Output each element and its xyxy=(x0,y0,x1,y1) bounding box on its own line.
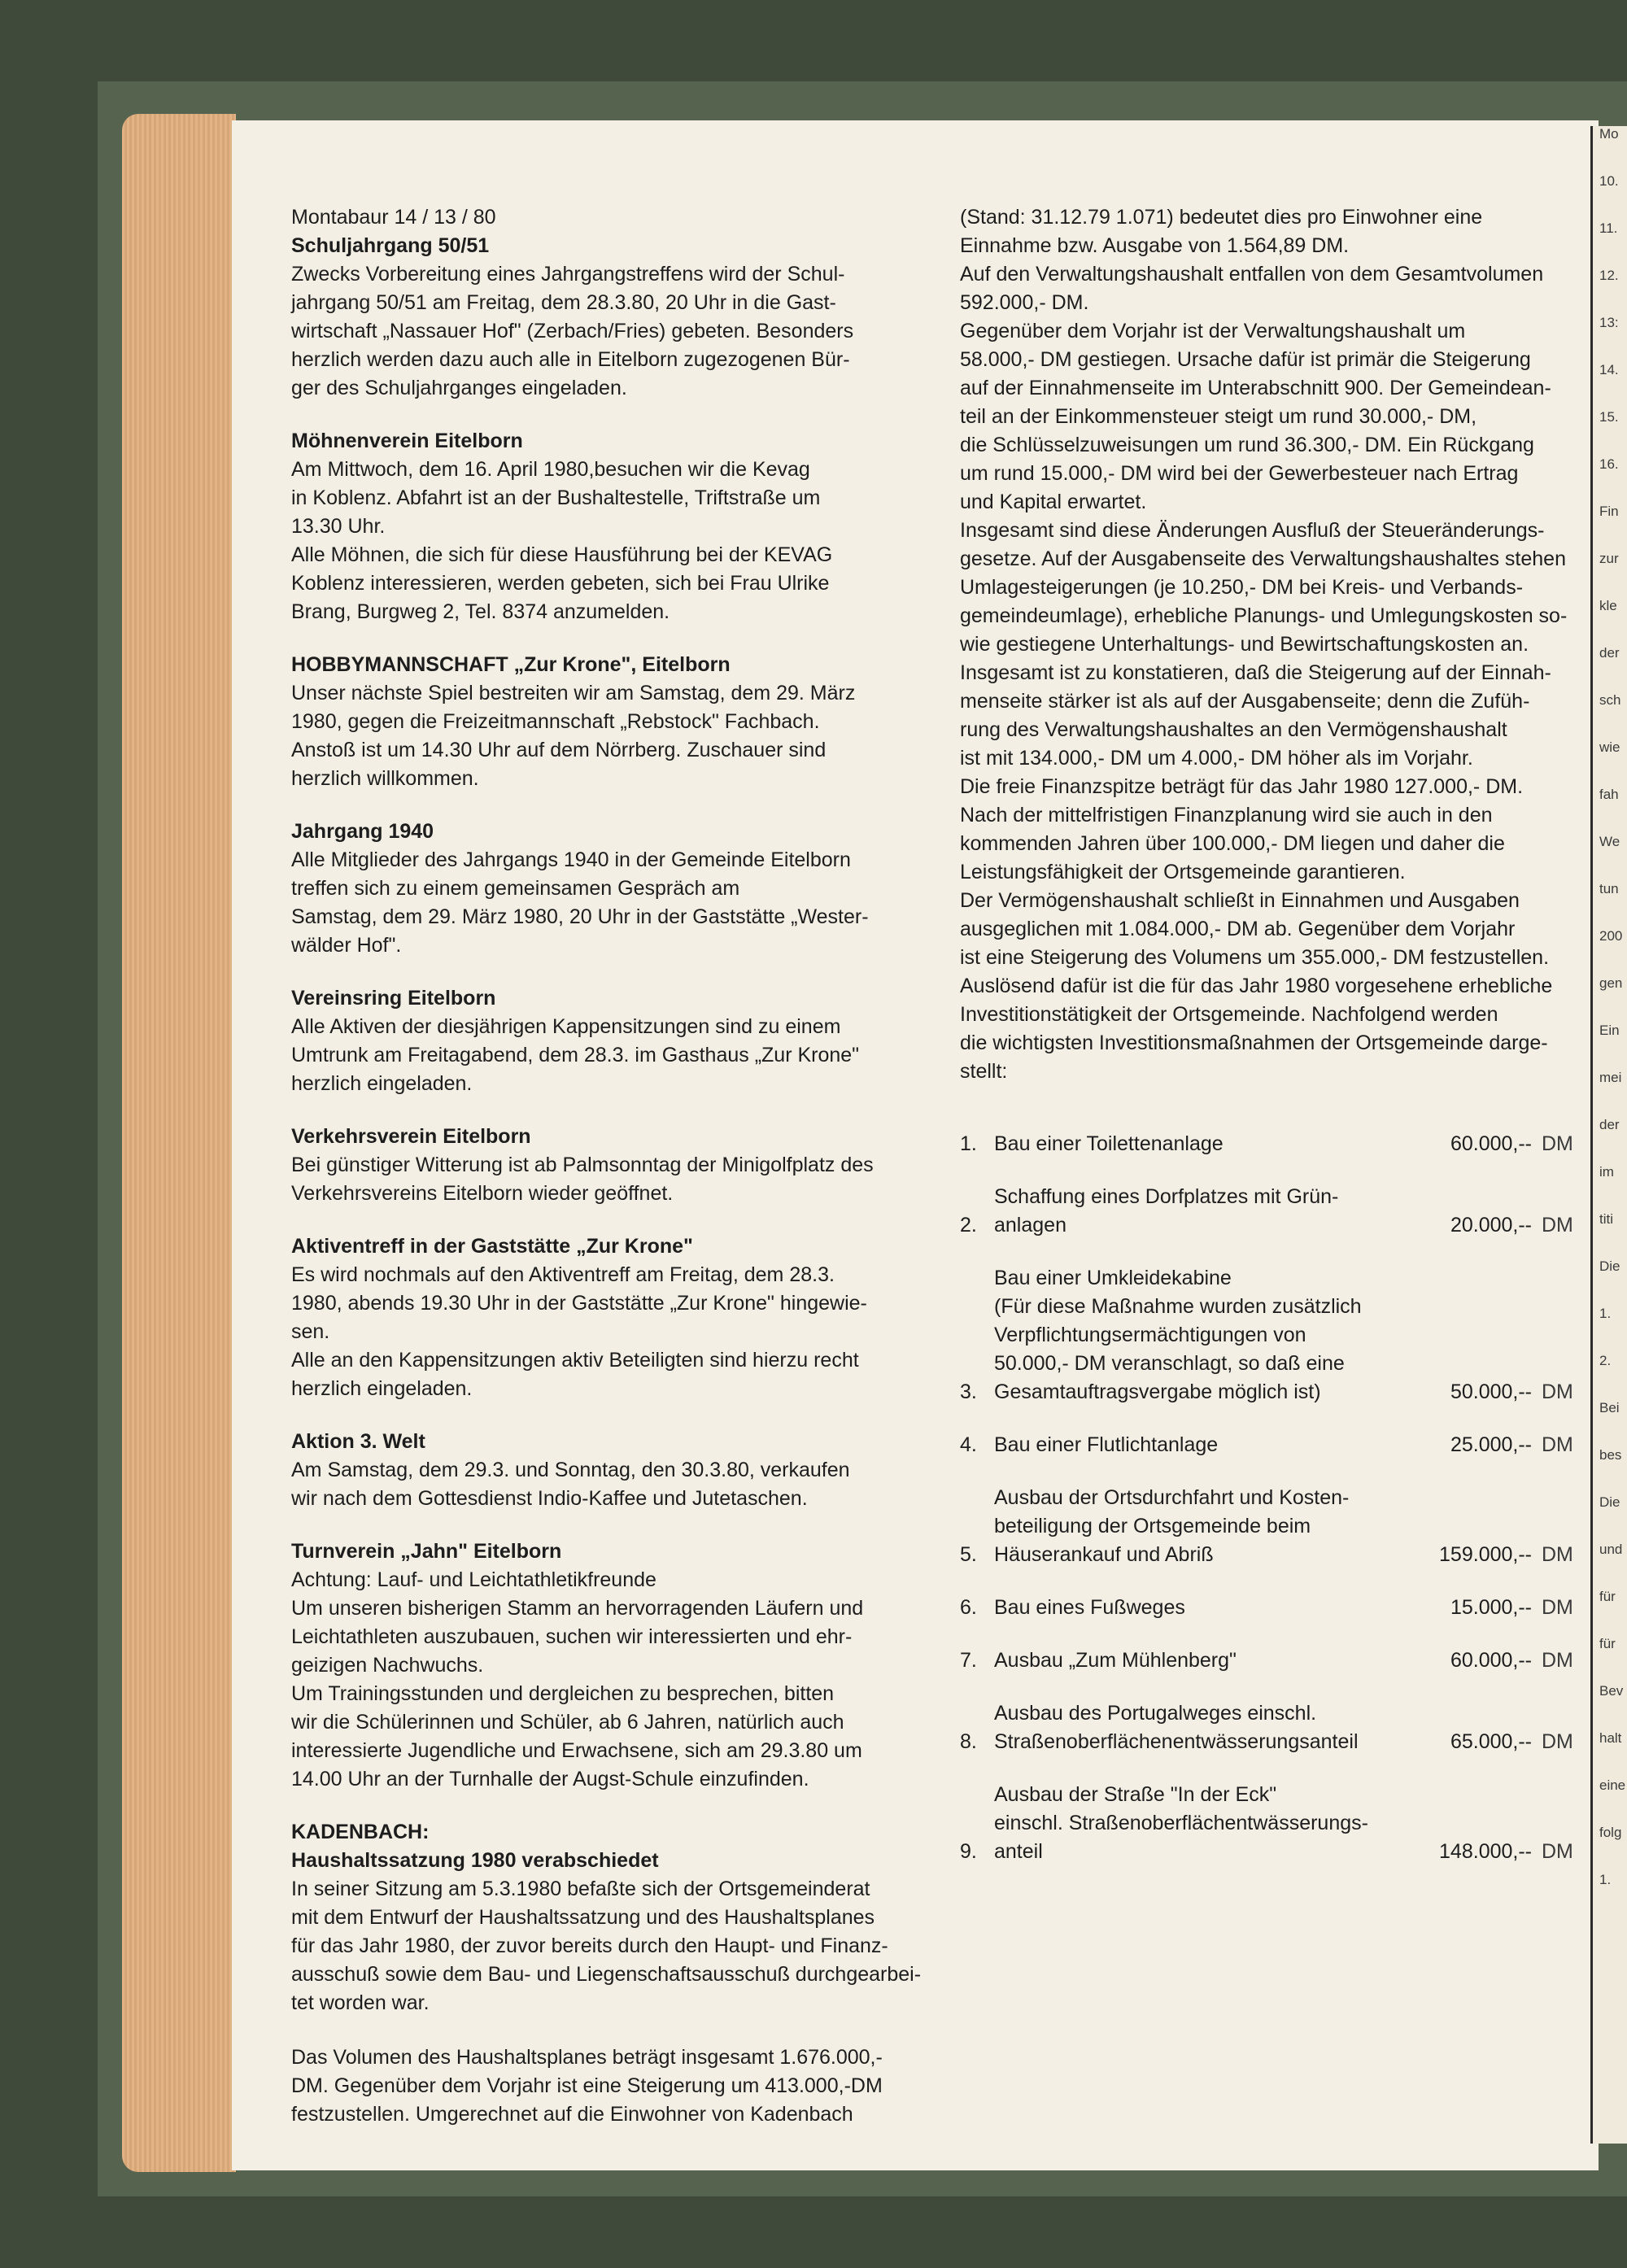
next-page-fragment: Die xyxy=(1599,1494,1620,1510)
page-header: Montabaur 14 / 13 / 80 xyxy=(291,206,496,229)
investment-item xyxy=(960,1484,1590,1569)
article-section xyxy=(291,1537,958,1794)
article-section xyxy=(291,1428,958,1513)
budget-paragraph: Insgesamt sind diese Änderungen Ausfluß der Steueränderungs- gesetze. Auf der Ausgabenseite des Verwaltungshaushaltes stehen Umlagesteigerungen (je 10.250,- DM bei Kreis- und Verbands- gemeindeumlage), erhebliche Planungs- und Umlegungskosten so- wie gestiegene Unterhaltungs- und Bewirtschaftungskosten an. Insgesamt ist zu konstatieren, daß die Steigerung auf der Einnah- menseite stärker ist als auf der Ausgabenseite; denn die Zufüh- rung des Verwaltungshaushaltes an den Vermögenshaushalt ist mit 134.000,- DM um 4.000,- DM höher als im Vorjahr. xyxy=(960,519,1568,770)
item-description: Ausbau des Portugalweges einschl. Straßenoberflächenentwässerungsanteil xyxy=(994,1702,1359,1753)
next-page-fragment: 10. xyxy=(1599,173,1619,189)
investment-item xyxy=(960,1699,1590,1756)
item-currency: DM xyxy=(1542,1132,1573,1155)
next-page-fragment: 2. xyxy=(1599,1353,1612,1368)
item-amount: 60.000,-- xyxy=(1450,1649,1532,1672)
next-page-fragment: 1. xyxy=(1599,1306,1612,1321)
investment-item xyxy=(960,1431,1590,1459)
section-body: Alle Mitglieder des Jahrgangs 1940 in der Gemeinde Eitelborn treffen sich zu einem gemeinsamen Gespräch am Samstag, dem 29. März 1980, 20 Uhr in der Gaststätte „Wester- wälder Hof". xyxy=(291,848,869,957)
page-edges xyxy=(122,114,236,2172)
section-title: Aktiventreff in der Gaststätte „Zur Krone" xyxy=(291,1235,693,1258)
next-page-fragment: 14. xyxy=(1599,362,1619,377)
item-amount: 60.000,-- xyxy=(1450,1132,1532,1155)
section-body: Am Mittwoch, dem 16. April 1980,besuchen wir die Kevag in Koblenz. Abfahrt ist an der Bushaltestelle, Triftstraße um 13.30 Uhr. Alle Möhnen, die sich für diese Hausführung bei der KEVAG Koblenz interessieren, werden gebeten, sich bei Frau Ulrike Brang, Burgweg 2, Tel. 8374 anzumelden. xyxy=(291,458,833,623)
next-page-fragment: We xyxy=(1599,834,1620,849)
section-title: Jahrgang 1940 xyxy=(291,820,434,843)
item-number: 5. xyxy=(960,1543,977,1566)
investment-item xyxy=(960,1264,1590,1407)
investment-item xyxy=(960,1646,1590,1675)
investment-item xyxy=(960,1781,1590,1866)
next-page-fragment: 200 xyxy=(1599,928,1623,944)
next-page-fragment: 16. xyxy=(1599,456,1619,472)
next-page-fragment: 1. xyxy=(1599,1872,1612,1887)
item-amount: 50.000,-- xyxy=(1450,1380,1532,1403)
next-page-fragment: und xyxy=(1599,1542,1623,1557)
section-title: Schuljahrgang 50/51 xyxy=(291,234,490,257)
item-amount: 65.000,-- xyxy=(1450,1730,1532,1753)
section-body: Es wird nochmals auf den Aktiventreff am Freitag, dem 28.3. 1980, abends 19.30 Uhr in der Gaststätte „Zur Krone" hingewie- sen. Alle an den Kappensitzungen aktiv Beteiligten sind hierzu recht herzlich eingeladen. xyxy=(291,1263,867,1400)
section-title: Vereinsring Eitelborn xyxy=(291,987,496,1010)
article-section xyxy=(291,1123,958,1208)
item-number: 9. xyxy=(960,1840,977,1863)
article-section xyxy=(291,232,958,403)
next-page-fragment: Bei xyxy=(1599,1400,1620,1415)
left-column xyxy=(291,203,958,2153)
next-page-fragment: für xyxy=(1599,1589,1616,1604)
budget-paragraph: (Stand: 31.12.79 1.071) bedeutet dies pro Einwohner eine Einnahme bzw. Ausgabe von 1.564,89 DM. xyxy=(960,206,1483,257)
item-description: Ausbau „Zum Mühlenberg" xyxy=(994,1649,1237,1672)
item-number: 4. xyxy=(960,1433,977,1456)
section-body: Bei günstiger Witterung ist ab Palmsonntag der Minigolfplatz des Verkehrsvereins Eitelborn wieder geöffnet. xyxy=(291,1154,874,1205)
item-number: 3. xyxy=(960,1380,977,1403)
next-page-fragment: Mo xyxy=(1599,126,1619,142)
next-page-fragment: sch xyxy=(1599,692,1621,708)
item-number: 1. xyxy=(960,1132,977,1155)
item-description: Bau einer Flutlichtanlage xyxy=(994,1433,1219,1456)
item-description: Ausbau der Ortsdurchfahrt und Kosten- beteiligung der Ortsgemeinde beim Häuserankauf und Abriß xyxy=(994,1486,1350,1566)
section-title: Turnverein „Jahn" Eitelborn xyxy=(291,1540,562,1563)
section-title: Verkehrsverein Eitelborn xyxy=(291,1125,531,1148)
next-page-edge xyxy=(1590,126,1627,2144)
item-amount: 25.000,-- xyxy=(1450,1433,1532,1456)
section-body: Alle Aktiven der diesjährigen Kappensitzungen sind zu einem Umtrunk am Freitagabend, dem 28.3. im Gasthaus „Zur Krone" herzlich eingeladen. xyxy=(291,1015,860,1095)
section-body: Achtung: Lauf- und Leichtathletikfreunde Um unseren bisherigen Stamm an hervorragenden Läufern und Leichtathleten auszubauen, suchen wir interessierten und ehr- geizigen Nachwuchs. Um Trainingsstunden und dergleichen zu besprechen, bitten wir die Schülerinnen und Schüler, ab 6 Jahren, natürlich auch interessierte Jugendliche und Erwachsene, sich am 29.3.80 um 14.00 Uhr an der Turnhalle der Augst-Schule einzufinden. xyxy=(291,1568,864,1790)
section-body: Zwecks Vorbereitung eines Jahrgangstreffens wird der Schul- jahrgang 50/51 am Freitag, dem 28.3.80, 20 Uhr in die Gast- wirtschaft „Nassauer Hof" (Zerbach/Fries) gebeten. Besonders herzlich werden dazu auch alle in Eitelborn zugezogenen Bür- ger des Schuljahrganges eingeladen. xyxy=(291,263,854,399)
item-description: Schaffung eines Dorfplatzes mit Grün- anlagen xyxy=(994,1185,1339,1236)
article-section xyxy=(291,1232,958,1403)
next-page-fragment: Bev xyxy=(1599,1683,1624,1699)
budget-paragraph: Der Vermögenshaushalt schließt in Einnahmen und Ausgaben ausgeglichen mit 1.084.000,- DM ab. Gegenüber dem Vorjahr ist eine Steigerung des Volumens um 355.000,- DM festzustellen. Auslösend dafür ist die für das Jahr 1980 vorgesehene erhebliche Investitionstätigkeit der Ortsgemeinde. Nachfolgend werden die wichtigsten Investitionsmaßnahmen der Ortsgemeinde darge- stellt: xyxy=(960,889,1553,1083)
next-page-fragment: kle xyxy=(1599,598,1617,613)
next-page-fragment: für xyxy=(1599,1636,1616,1651)
next-page-fragment: halt xyxy=(1599,1730,1622,1746)
item-currency: DM xyxy=(1542,1380,1573,1403)
article-section xyxy=(291,651,958,793)
kadenbach-heading: KADENBACH: xyxy=(291,1821,430,1843)
next-page-fragment: gen xyxy=(1599,975,1623,991)
next-page-fragment: 15. xyxy=(1599,409,1619,425)
item-amount: 159.000,-- xyxy=(1439,1543,1532,1566)
item-amount: 148.000,-- xyxy=(1439,1840,1532,1863)
article-section xyxy=(291,427,958,626)
item-description: Bau eines Fußweges xyxy=(994,1596,1185,1619)
item-number: 2. xyxy=(960,1214,977,1236)
item-currency: DM xyxy=(1542,1433,1573,1456)
item-currency: DM xyxy=(1542,1543,1573,1566)
next-page-fragment: Ein xyxy=(1599,1023,1620,1038)
budget-paragraph: Die freie Finanzspitze beträgt für das Jahr 1980 127.000,- DM. Nach der mittelfristigen Finanzplanung wird sie auch in den kommenden Jahren über 100.000,- DM liegen und daher die Leistungsfähigkeit der Ortsgemeinde garantieren. xyxy=(960,775,1524,883)
item-amount: 15.000,-- xyxy=(1450,1596,1532,1619)
next-page-fragment: Die xyxy=(1599,1258,1620,1274)
next-page-fragment: folg xyxy=(1599,1825,1622,1840)
section-title: Aktion 3. Welt xyxy=(291,1430,425,1453)
kadenbach-paragraph: Das Volumen des Haushaltsplanes beträgt insgesamt 1.676.000,- DM. Gegenüber dem Vorjahr ist eine Steigerung um 413.000,-DM festzustellen. Umgerechnet auf die Einwohner von Kadenbach xyxy=(291,2046,883,2126)
next-page-fragment: zur xyxy=(1599,551,1619,566)
investment-item xyxy=(960,1183,1590,1240)
article-section xyxy=(291,984,958,1098)
section-title: HOBBYMANNSCHAFT „Zur Krone", Eitelborn xyxy=(291,653,731,676)
section-body: Am Samstag, dem 29.3. und Sonntag, den 30.3.80, verkaufen wir nach dem Gottesdienst Indio-Kaffee und Jutetaschen. xyxy=(291,1459,850,1510)
right-column xyxy=(960,203,1590,1891)
next-page-fragment: mei xyxy=(1599,1070,1622,1085)
section-title: Möhnenverein Eitelborn xyxy=(291,430,523,452)
kadenbach-section xyxy=(291,1818,958,2129)
kadenbach-subheading: Haushaltssatzung 1980 verabschiedet xyxy=(291,1849,659,1872)
next-page-fragment: Fin xyxy=(1599,504,1619,519)
kadenbach-paragraph: In seiner Sitzung am 5.3.1980 befaßte sich der Ortsgemeinderat mit dem Entwurf der Haushaltssatzung und des Haushaltsplanes für das Jahr 1980, der zuvor bereits durch den Haupt- und Finanz- ausschuß sowie dem Bau- und Liegenschaftsausschuß durchgearbei- tet worden war. xyxy=(291,1878,922,2014)
next-page-fragment: tun xyxy=(1599,881,1619,896)
section-body: Unser nächste Spiel bestreiten wir am Samstag, dem 29. März 1980, gegen die Freizeitmannschaft „Rebstock" Fachbach. Anstoß ist um 14.30 Uhr auf dem Nörrberg. Zuschauer sind herzlich willkommen. xyxy=(291,682,856,790)
next-page-fragment: 11. xyxy=(1599,220,1618,236)
investment-item xyxy=(960,1130,1590,1158)
item-currency: DM xyxy=(1542,1730,1573,1753)
item-description: Ausbau der Straße "In der Eck" einschl. Straßenoberflächentwässerungs- anteil xyxy=(994,1783,1368,1863)
budget-paragraph: Gegenüber dem Vorjahr ist der Verwaltungshaushalt um 58.000,- DM gestiegen. Ursache dafür ist primär die Steigerung auf der Einnahmenseite im Unterabschnitt 900. Der Gemeindean- teil an der Einkommensteuer steigt um rund 30.000,- DM, die Schlüsselzuweisungen um rund 36.300,- DM. Ein Rückgang um rund 15.000,- DM wird bei der Gewerbesteuer nach Ertrag und Kapital erwartet. xyxy=(960,320,1551,513)
item-number: 8. xyxy=(960,1730,977,1753)
next-page-fragment: eine xyxy=(1599,1777,1626,1793)
next-page-fragment: 12. xyxy=(1599,268,1619,283)
investment-item xyxy=(960,1594,1590,1622)
next-page-fragment: der xyxy=(1599,645,1620,661)
item-description: Bau einer Toilettenanlage xyxy=(994,1132,1224,1155)
item-amount: 20.000,-- xyxy=(1450,1214,1532,1236)
next-page-fragment: wie xyxy=(1599,739,1620,755)
item-currency: DM xyxy=(1542,1840,1573,1863)
item-currency: DM xyxy=(1542,1596,1573,1619)
budget-paragraph: Auf den Verwaltungshaushalt entfallen von dem Gesamtvolumen 592.000,- DM. xyxy=(960,263,1544,314)
next-page-fragment: der xyxy=(1599,1117,1620,1132)
item-description: Bau einer Umkleidekabine (Für diese Maßnahme wurden zusätzlich Verpflichtungsermächtigungen von 50.000,- DM veranschlagt, so daß eine Gesamtauftragsvergabe möglich ist) xyxy=(994,1267,1362,1403)
item-currency: DM xyxy=(1542,1214,1573,1236)
next-page-fragment: bes xyxy=(1599,1447,1622,1463)
next-page-fragment: fah xyxy=(1599,787,1619,802)
item-number: 7. xyxy=(960,1649,977,1672)
item-currency: DM xyxy=(1542,1649,1573,1672)
item-number: 6. xyxy=(960,1596,977,1619)
next-page-fragment: 13: xyxy=(1599,315,1619,330)
next-page-fragment: titi xyxy=(1599,1211,1613,1227)
article-section xyxy=(291,818,958,960)
investment-list xyxy=(960,1130,1590,1866)
next-page-fragment: im xyxy=(1599,1164,1614,1180)
